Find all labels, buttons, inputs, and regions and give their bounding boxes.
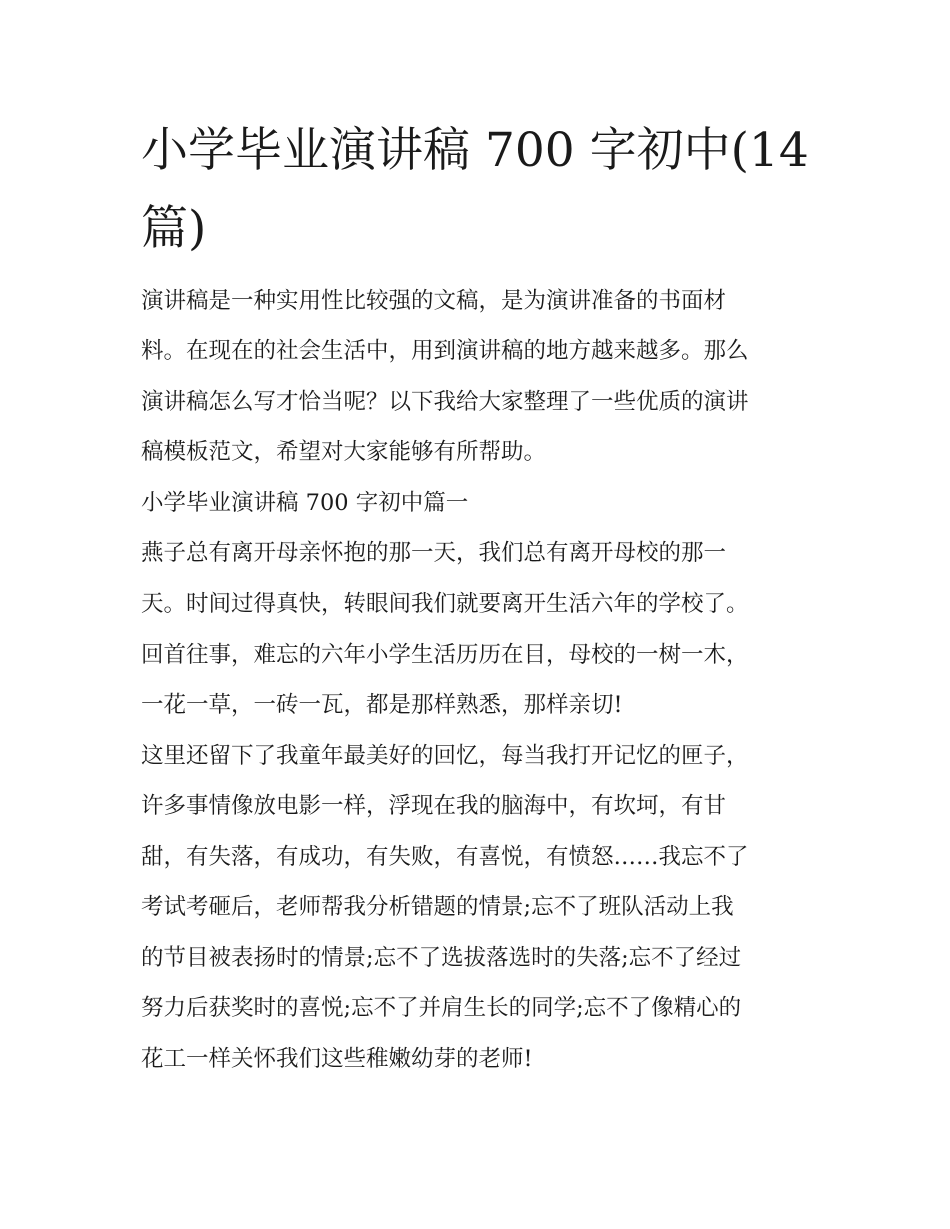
paragraph-line: 努力后获奖时的喜悦;忘不了并肩生长的同学;忘不了像精心的 — [141, 995, 742, 1021]
paragraph-line: 这里还留下了我童年最美好的回忆，每当我打开记忆的匣子， — [141, 743, 749, 769]
paragraph-line: 的节目被表扬时的情景;忘不了选拔落选时的失落;忘不了经过 — [141, 945, 742, 971]
paragraph-line: 花工一样关怀我们这些稚嫩幼芽的老师! — [141, 1046, 533, 1072]
intro-line: 演讲稿是一种实用性比较强的文稿，是为演讲准备的书面材 — [141, 288, 727, 314]
section-heading: 小学毕业演讲稿 700 字初中篇一 — [141, 490, 469, 516]
paragraph-line: 一花一草，一砖一瓦，都是那样熟悉，那样亲切! — [141, 692, 623, 718]
paragraph-line: 甜，有失落，有成功，有失败，有喜悦，有愤怒……我忘不了 — [141, 844, 749, 870]
paragraph-line: 考试考砸后，老师帮我分析错题的情景;忘不了班队活动上我 — [141, 894, 734, 920]
paragraph-line: 天。时间过得真快，转眼间我们就要离开生活六年的学校了。 — [141, 591, 749, 617]
paragraph-line: 许多事情像放电影一样，浮现在我的脑海中，有坎坷，有甘 — [141, 793, 727, 819]
document-title: 小学毕业演讲稿 700 字初中(14 篇) — [141, 123, 809, 256]
intro-line: 料。在现在的社会生活中，用到演讲稿的地方越来越多。那么 — [141, 338, 749, 364]
intro-line: 演讲稿怎么写才恰当呢？以下我给大家整理了一些优质的演讲 — [141, 389, 749, 415]
paragraph-line: 燕子总有离开母亲怀抱的那一天，我们总有离开母校的那一 — [141, 540, 727, 566]
paragraph-line: 回首往事，难忘的六年小学生活历历在目，母校的一树一木， — [141, 642, 749, 668]
intro-line: 稿模板范文，希望对大家能够有所帮助。 — [141, 439, 547, 465]
